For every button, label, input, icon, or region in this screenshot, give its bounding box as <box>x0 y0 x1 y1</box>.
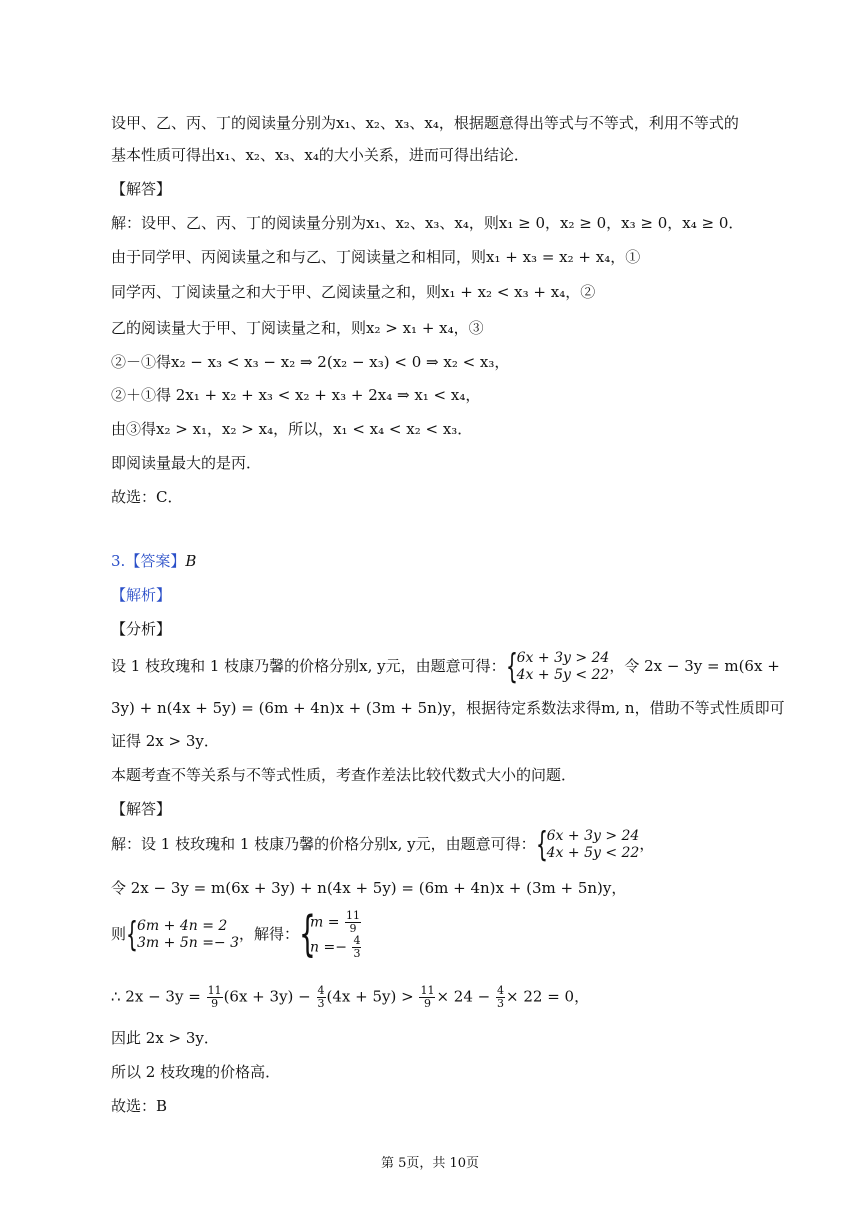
fenxi-tag: 【分析】 <box>111 620 172 638</box>
question-number: 3. <box>111 552 126 570</box>
text-span: (4x + 5y) > <box>326 987 414 1006</box>
text-span: (6x + 3y) − <box>223 987 311 1006</box>
text-line: 本题考查不等关系与不等式性质，考查作差法比较代数式大小的问题． <box>111 766 577 784</box>
text-line: ②＋①得 2x₁ + x₂ + x₃ < x₂ + x₃ + 2x₄ ⇒ x₁ < x₄， <box>111 386 481 404</box>
text-line: 故选：B <box>111 1097 168 1115</box>
fraction: $\frac{4}{3}$ <box>317 984 325 1010</box>
system-row: n =− $\frac{4}{3}$ <box>310 934 361 960</box>
fraction: $\frac{11}{9}$ <box>345 909 360 935</box>
system-row: 6m + 4n = 2 <box>137 918 228 934</box>
text-line: 由于同学甲、丙阅读量之和与乙、丁阅读量之和相同，则x₁ + x₃ = x₂ + x₄，① <box>111 248 641 266</box>
text-span: ∴ 2x − 3y = <box>111 987 201 1006</box>
page-footer: 第 5页，共 10页 <box>380 1156 480 1171</box>
text-line: 令 2x − 3y = m(6x + 3y) + n(4x + 5y) = (6m + 4n)x + (3m + 5n)y， <box>111 879 627 897</box>
text-line: 所以 2 枝玫瑰的价格高． <box>111 1063 281 1081</box>
system-row: 4x + 5y < 22 <box>516 667 610 683</box>
text-line: 同学丙、丁阅读量之和大于甲、乙阅读量之和，则x₁ + x₂ < x₃ + x₄，② <box>111 283 596 301</box>
text-line: 因此 2x > 3y． <box>111 1029 219 1047</box>
text-line: 乙的阅读量大于甲、丁阅读量之和，则x₂ > x₁ + x₄，③ <box>111 319 484 337</box>
system-row: 6x + 3y > 24 <box>516 650 610 666</box>
solution-system: { m = $\frac{11}{9}$ n =− $\frac{4}{3}$ <box>299 906 361 962</box>
text-span: ，解得： <box>239 925 300 943</box>
fraction: $\frac{4}{3}$ <box>497 984 505 1010</box>
text-line: 基本性质可得出x₁、x₂、x₃、x₄的大小关系，进而可得出结论． <box>111 146 529 164</box>
text-line: ②－①得x₂ − x₃ < x₃ − x₂ ⇒ 2(x₂ − x₃) < 0 ⇒ x₂ < x₃， <box>111 353 510 371</box>
text-span: 解：设 1 枝玫瑰和 1 枝康乃馨的价格分别x, y元，由题意可得： <box>111 835 536 853</box>
text-line <box>111 825 655 865</box>
text-line: 即阅读量最大的是丙． <box>111 454 262 472</box>
text-line: 由③得x₂ > x₁，x₂ > x₄，所以，x₁ < x₄ < x₂ < x₃． <box>111 420 473 438</box>
analysis-tag: 【解析】 <box>111 586 172 604</box>
equation-system: { 6m + 4n = 2 3m + 5n =− 3 <box>126 915 240 955</box>
fraction: $\frac{4}{3}$ <box>353 934 361 960</box>
system-row: 6x + 3y > 24 <box>546 828 640 844</box>
text-line: 故选：C． <box>111 488 183 506</box>
text-line <box>111 906 362 962</box>
text-span: 设 1 枝玫瑰和 1 枝康乃馨的价格分别x, y元，由题意可得： <box>111 657 506 675</box>
text-line <box>111 647 780 687</box>
text-span: ， <box>639 835 655 853</box>
system-row: 4x + 5y < 22 <box>546 845 640 861</box>
text-line: 证得 2x > 3y． <box>111 732 219 750</box>
fraction: $\frac{11}{9}$ <box>420 984 435 1010</box>
system-row: 3m + 5n =− 3 <box>137 935 240 951</box>
equation-system: { 6x + 3y > 24 4x + 5y < 22 <box>505 647 610 687</box>
text-span: ，令 2x − 3y = m(6x + <box>609 657 780 675</box>
text-line <box>111 985 589 1010</box>
text-span: × 24 − <box>436 987 491 1006</box>
text-line: 3y) + n(4x + 5y) = (6m + 4n)x + (3m + 5n)y，根据待定系数法求得m, n，借助不等式性质即可 <box>111 699 785 717</box>
question-3-answer <box>111 551 196 571</box>
answer-value: B <box>185 552 197 570</box>
equation-system: { 6x + 3y > 24 4x + 5y < 22 <box>535 825 640 865</box>
section-tag-jieda: 【解答】 <box>111 800 172 818</box>
system-row: m = $\frac{11}{9}$ <box>310 909 360 935</box>
text-line: 解：设甲、乙、丙、丁的阅读量分别为x₁、x₂、x₃、x₄，则x₁ ≥ 0，x₂ ≥ 0，x₃ ≥ 0，x₄ ≥ 0． <box>111 214 744 232</box>
section-tag-jieda: 【解答】 <box>111 180 172 198</box>
text-line: 设甲、乙、丙、丁的阅读量分别为x₁、x₂、x₃、x₄，根据题意得出等式与不等式，利用不等式的 <box>111 114 739 132</box>
fraction: $\frac{11}{9}$ <box>207 984 222 1010</box>
answer-tag: 【答案】 <box>125 552 186 570</box>
text-span: × 22 = 0， <box>506 987 590 1006</box>
text-span: 则 <box>111 925 127 943</box>
